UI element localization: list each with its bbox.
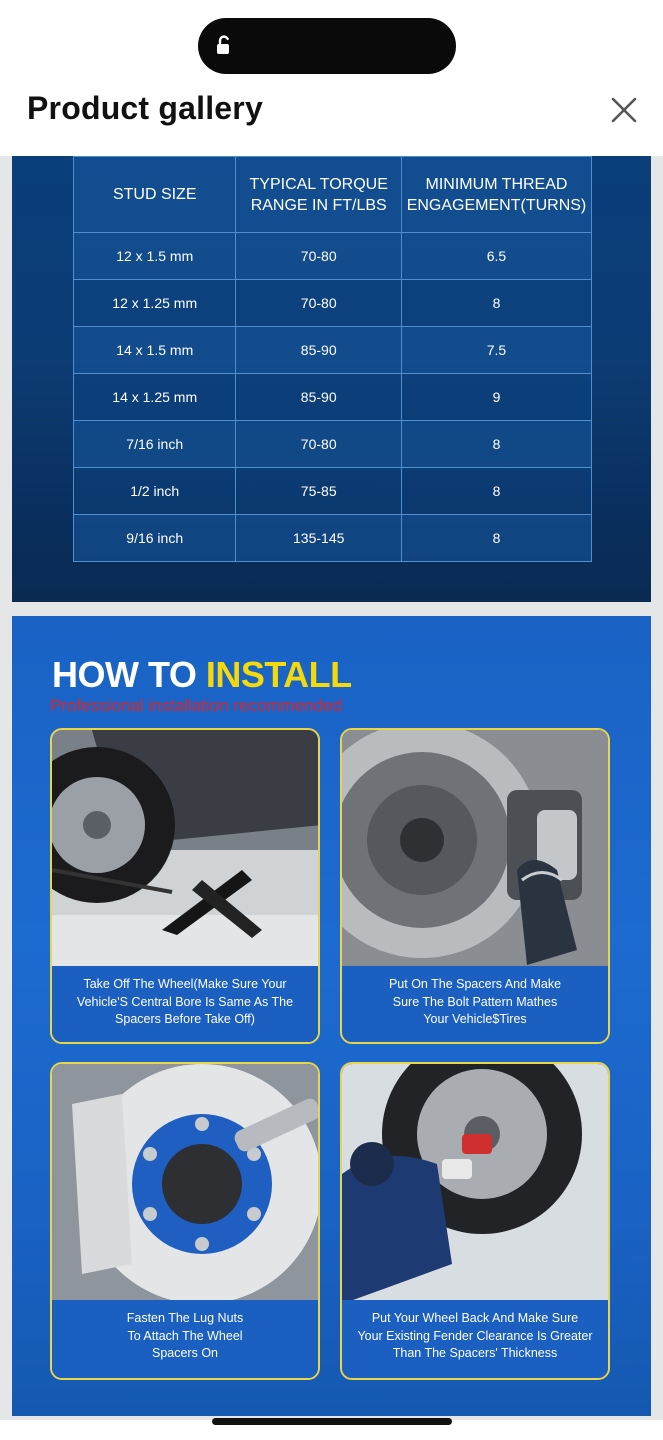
step-3-photo <box>52 1064 318 1304</box>
cell-torque: 85-90 <box>236 327 402 374</box>
cell-torque: 85-90 <box>236 374 402 421</box>
step-4-photo <box>342 1064 608 1304</box>
step-card-4 <box>340 1062 610 1380</box>
step-card-2 <box>340 728 610 1044</box>
table-row <box>74 421 592 468</box>
cell-torque: 75-85 <box>236 468 402 515</box>
table-row <box>74 280 592 327</box>
cell-stud-size: 7/16 inch <box>74 421 236 468</box>
step-2-photo <box>342 730 608 970</box>
close-icon <box>608 94 640 126</box>
table-row <box>74 515 592 562</box>
heading-part-2: INSTALL <box>205 654 352 695</box>
step-4-caption: Put Your Wheel Back And Make Sure Your Existing Fender Clearance Is Greater Than The Spacers' Thickness <box>342 1300 608 1378</box>
table-row <box>74 233 592 280</box>
table-row <box>74 327 592 374</box>
dynamic-island <box>198 18 456 74</box>
cell-stud-size: 12 x 1.25 mm <box>74 280 236 327</box>
cell-stud-size: 12 x 1.5 mm <box>74 233 236 280</box>
home-indicator[interactable] <box>212 1418 452 1425</box>
column-header-thread: MINIMUM THREAD ENGAGEMENT(TURNS) <box>401 157 591 233</box>
torque-spec-image[interactable] <box>12 156 651 602</box>
cell-thread: 8 <box>401 421 591 468</box>
step-2-caption: Put On The Spacers And Make Sure The Bolt Pattern Mathes Your Vehicle$Tires <box>342 966 608 1042</box>
cell-thread: 7.5 <box>401 327 591 374</box>
cell-torque: 70-80 <box>236 280 402 327</box>
install-guide-image[interactable] <box>12 616 651 1416</box>
column-header-stud-size: STUD SIZE <box>74 157 236 233</box>
cell-thread: 8 <box>401 468 591 515</box>
step-1-caption: Take Off The Wheel(Make Sure Your Vehicle'S Central Bore Is Same As The Spacers Before Take Off) <box>52 966 318 1042</box>
heading-part-1: HOW TO <box>52 654 197 695</box>
cell-stud-size: 1/2 inch <box>74 468 236 515</box>
cell-thread: 6.5 <box>401 233 591 280</box>
gallery-scroll-area[interactable] <box>0 156 663 1420</box>
step-card-1 <box>50 728 320 1044</box>
step-3-caption: Fasten The Lug Nuts To Attach The Wheel Spacers On <box>52 1300 318 1378</box>
cell-stud-size: 14 x 1.25 mm <box>74 374 236 421</box>
page-title: Product gallery <box>27 90 263 126</box>
gallery-header <box>0 80 663 156</box>
cell-thread: 8 <box>401 280 591 327</box>
cell-thread: 9 <box>401 374 591 421</box>
table-row <box>74 468 592 515</box>
cell-stud-size: 14 x 1.5 mm <box>74 327 236 374</box>
step-1-photo <box>52 730 318 970</box>
table-header-row <box>74 157 592 233</box>
step-card-3 <box>50 1062 320 1380</box>
table-row <box>74 374 592 421</box>
close-button[interactable] <box>608 94 640 126</box>
torque-table <box>73 156 592 562</box>
cell-torque: 70-80 <box>236 421 402 468</box>
lock-icon <box>216 35 232 55</box>
cell-torque: 135-145 <box>236 515 402 562</box>
cell-torque: 70-80 <box>236 233 402 280</box>
cell-thread: 8 <box>401 515 591 562</box>
install-heading <box>52 654 352 696</box>
column-header-torque: TYPICAL TORQUE RANGE IN FT/LBS <box>236 157 402 233</box>
install-subtitle: Professional installation recommended <box>50 696 342 715</box>
cell-stud-size: 9/16 inch <box>74 515 236 562</box>
